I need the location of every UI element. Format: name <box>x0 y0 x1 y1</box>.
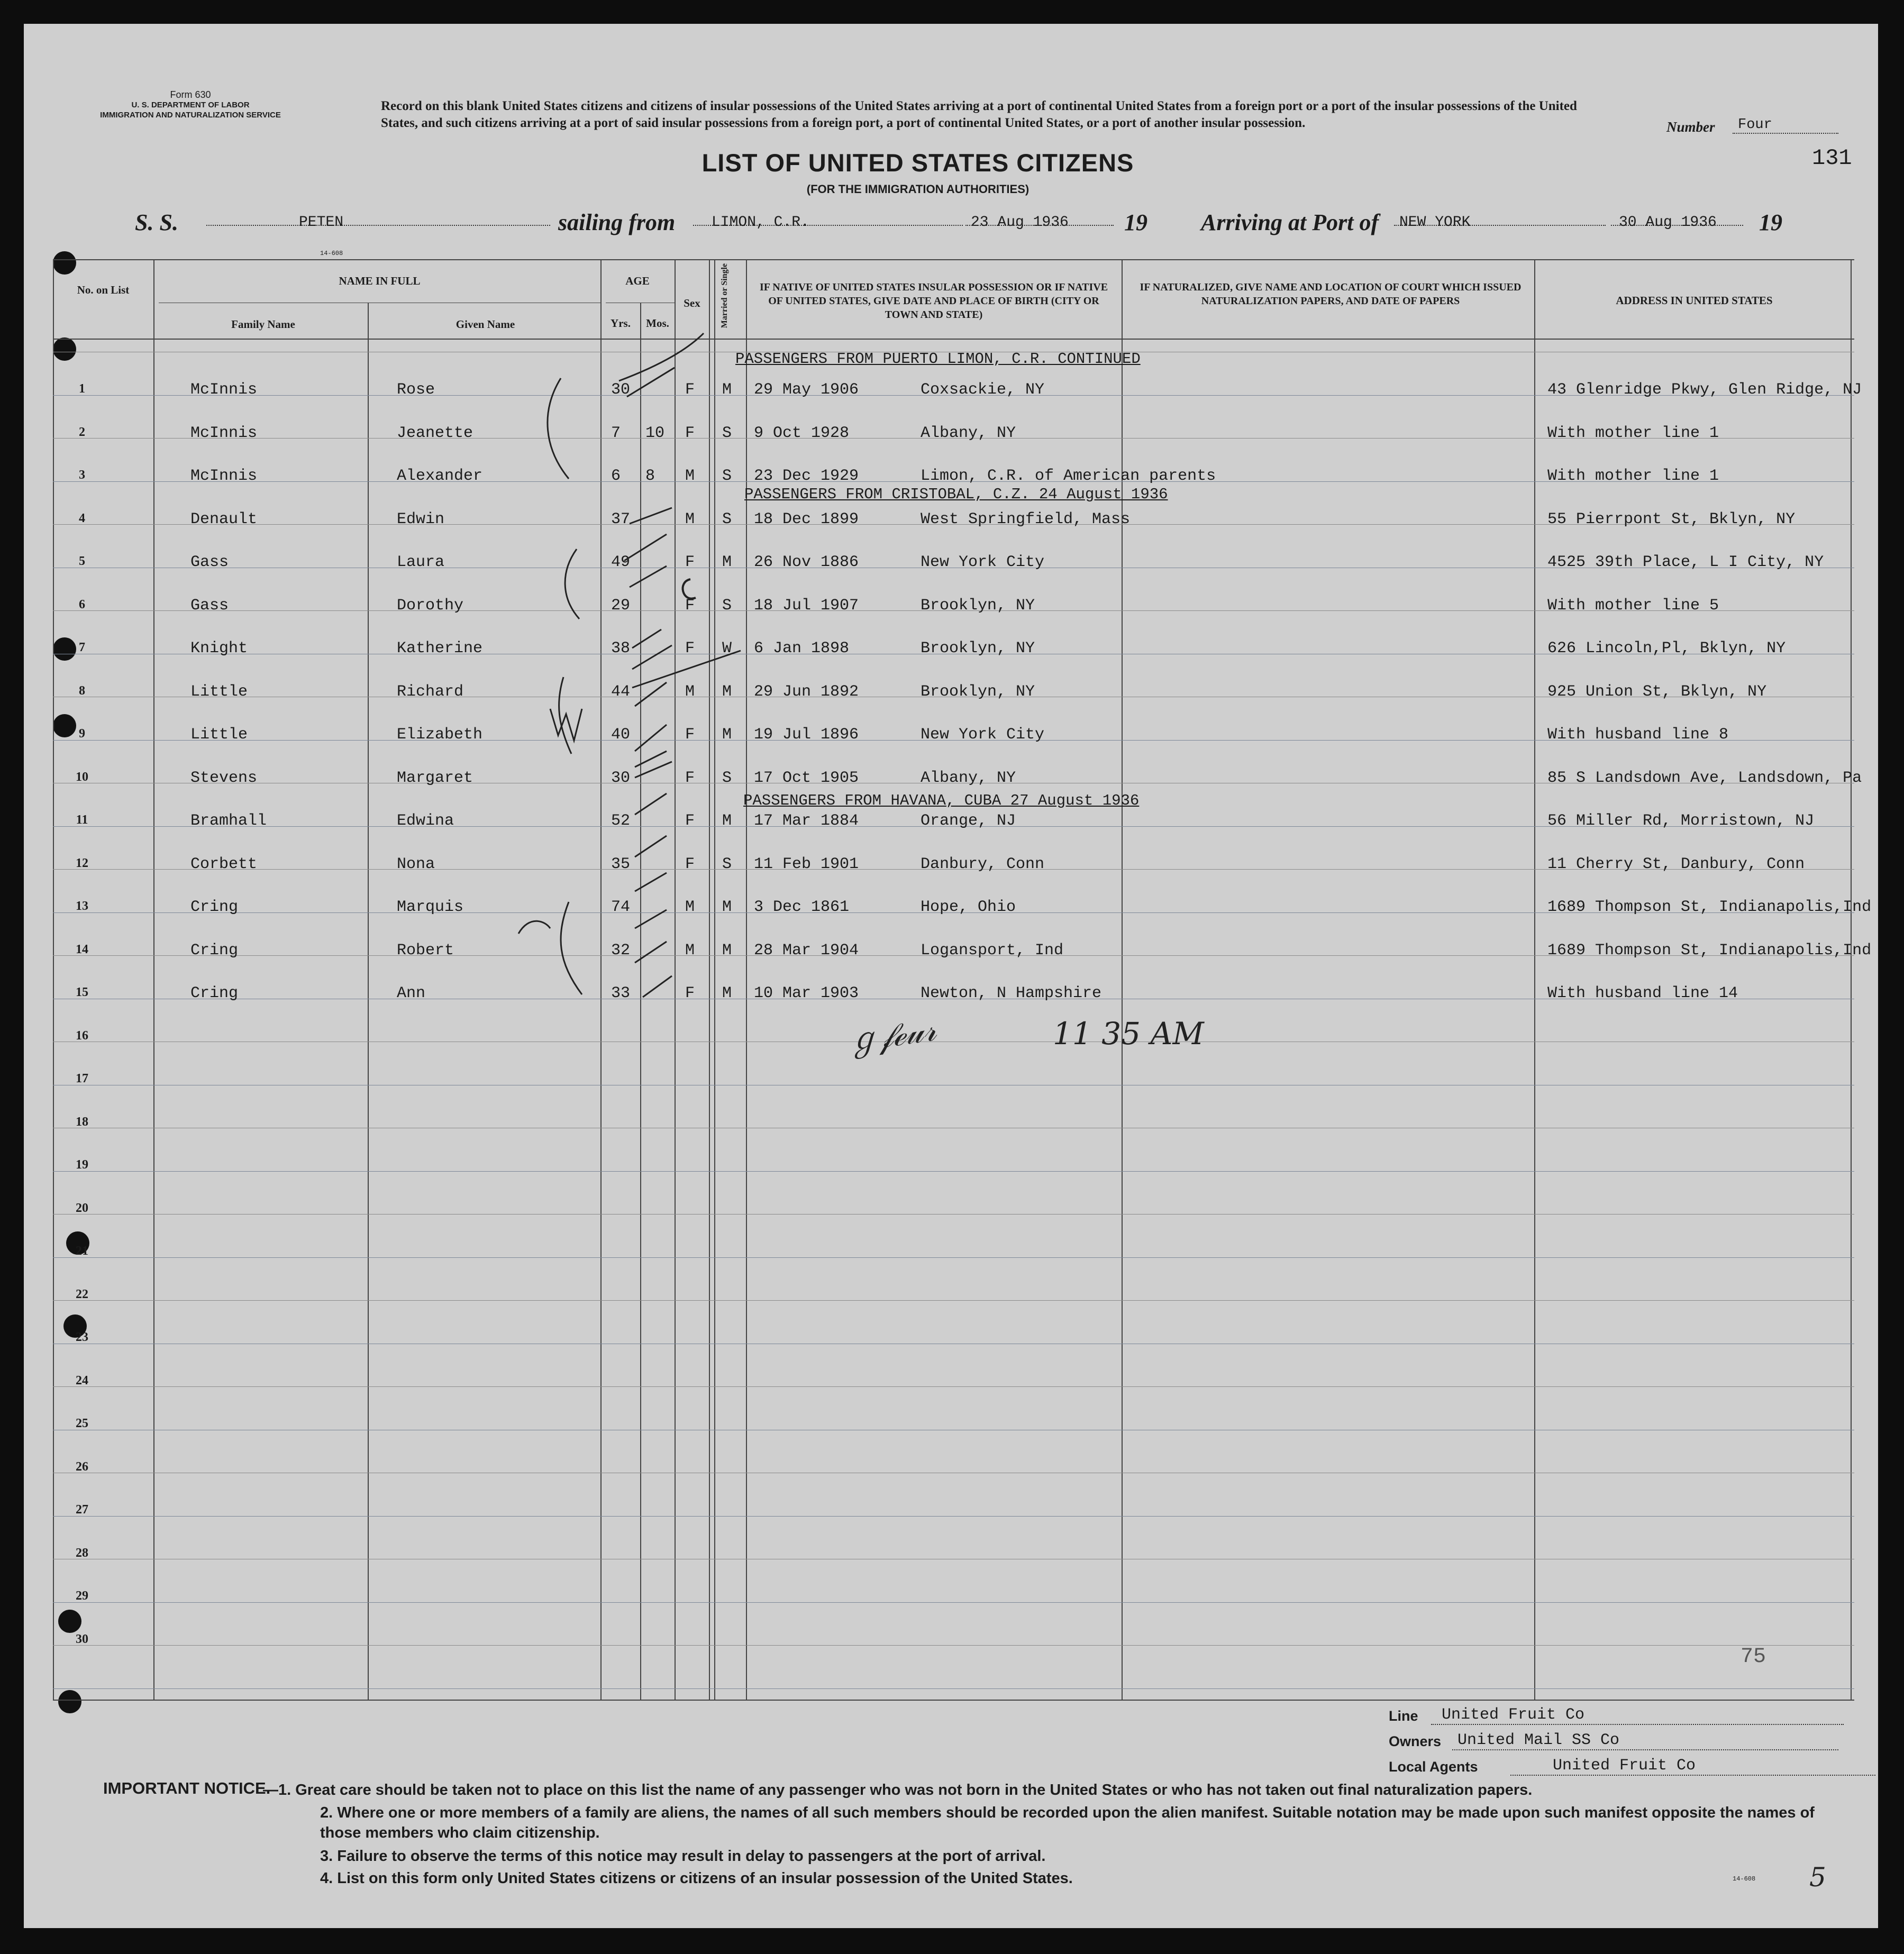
marital-status: M <box>722 553 732 571</box>
age-months: 8 <box>645 467 655 485</box>
notice-1: —1. Great care should be taken not to place on this list the name of any passenger who was not born in the United States or who has not taken out final naturalization papers. <box>263 1782 1533 1798</box>
family-name: Corbett <box>190 855 258 873</box>
service-name: IMMIGRATION AND NATURALIZATION SERVICE <box>100 111 281 120</box>
agents-label: Local Agents <box>1389 1759 1478 1775</box>
col-header-name: NAME IN FULL <box>339 275 421 287</box>
age-years: 74 <box>611 898 631 916</box>
row-number: 23 <box>76 1330 88 1344</box>
birth-place: Logansport, Ind <box>921 941 1064 960</box>
row-number: 17 <box>76 1072 88 1085</box>
letter-f-mark <box>683 579 696 599</box>
marital-status: S <box>722 467 732 485</box>
sex: F <box>685 855 695 873</box>
handwritten-time: 11 35 AM <box>1053 1016 1204 1052</box>
col-header-native: IF NATIVE OF UNITED STATES INSULAR POSSESSION OR IF NATIVE OF UNITED STATES, GIVE DATE AND PLACE OF BIRTH (CITY OR TOWN AND STATE) <box>759 281 1108 321</box>
age-years: 32 <box>611 941 631 960</box>
marital-status: M <box>722 381 732 399</box>
given-name: Dorothy <box>397 596 464 615</box>
age-years: 40 <box>611 726 631 744</box>
row-number: 22 <box>76 1287 88 1301</box>
row-number: 16 <box>76 1028 88 1043</box>
address: With mother line 1 <box>1547 467 1719 485</box>
address: 85 S Landsdown Ave, Landsdown, Pa <box>1547 769 1862 787</box>
given-name: Rose <box>397 381 435 399</box>
given-name: Margaret <box>397 769 473 787</box>
marital-status: W <box>722 640 732 658</box>
marital-status: M <box>722 726 732 744</box>
given-name: Edwin <box>397 510 445 528</box>
birth-date: 10 Mar 1903 <box>754 984 859 1002</box>
row-number: 29 <box>76 1589 88 1603</box>
notice-3: 3. Failure to observe the terms of this notice may result in delay to passengers at the port of arrival. <box>320 1848 1046 1865</box>
marital-status: S <box>722 424 732 442</box>
row-number: 21 <box>76 1244 88 1258</box>
bracket-stroke <box>548 378 569 479</box>
page-number: 131 <box>1812 145 1852 171</box>
birth-place: Orange, NJ <box>921 812 1016 830</box>
owners-value: United Mail SS Co <box>1452 1731 1838 1750</box>
print-code: 14-608 <box>320 250 343 257</box>
age-years: 38 <box>611 640 631 658</box>
birth-date: 18 Jul 1907 <box>754 596 859 615</box>
row-number: 14 <box>76 942 88 956</box>
address: 1689 Thompson St, Indianapolis,Ind <box>1547 941 1872 960</box>
age-years: 37 <box>611 510 631 528</box>
given-name: Ann <box>397 984 426 1002</box>
marital-status: S <box>722 769 732 787</box>
age-years: 44 <box>611 682 631 701</box>
row-number: 9 <box>79 727 85 741</box>
age-years: 30 <box>611 381 631 399</box>
birth-date: 3 Dec 1861 <box>754 898 850 916</box>
family-name: Little <box>190 726 248 744</box>
col-header-given: Given Name <box>455 318 515 331</box>
birth-place: Newton, N Hampshire <box>921 984 1102 1002</box>
row-number: 15 <box>76 985 88 999</box>
address: 626 Lincoln,Pl, Bklyn, NY <box>1547 640 1786 658</box>
given-name: Marquis <box>397 898 464 916</box>
sailing-from-port: LIMON, C.R. <box>712 214 809 231</box>
sex: F <box>685 812 695 830</box>
birth-place: Brooklyn, NY <box>921 640 1035 658</box>
birth-date: 28 Mar 1904 <box>754 941 859 960</box>
given-name: Alexander <box>397 467 483 485</box>
birth-place: Brooklyn, NY <box>921 596 1035 615</box>
address: With mother line 5 <box>1547 596 1719 615</box>
arrival-port: NEW YORK <box>1399 214 1471 231</box>
marital-status: M <box>722 984 732 1002</box>
check-stroke <box>635 793 667 815</box>
birth-date: 18 Dec 1899 <box>754 510 859 528</box>
arriving-label: Arriving at Port of <box>1201 209 1379 235</box>
initials-stroke <box>518 921 550 934</box>
col-header-yrs: Yrs. <box>611 317 631 330</box>
family-name: Bramhall <box>190 812 267 830</box>
given-name: Elizabeth <box>397 726 483 744</box>
given-name: Edwina <box>397 812 454 830</box>
sailing-date: 23 Aug 1936 <box>971 214 1069 231</box>
sex: F <box>685 596 695 615</box>
marital-status: M <box>722 898 732 916</box>
age-years: 7 <box>611 424 621 442</box>
family-name: McInnis <box>190 381 258 399</box>
birth-place: New York City <box>921 553 1045 571</box>
footer-handwritten-mark: 5 <box>1809 1862 1826 1893</box>
check-stroke <box>630 566 667 587</box>
check-stroke <box>632 645 672 669</box>
check-stroke <box>635 836 667 857</box>
address: 925 Union St, Bklyn, NY <box>1547 682 1767 701</box>
row-number: 5 <box>79 554 85 568</box>
check-stroke <box>635 751 667 767</box>
address: 55 Pierrpont St, Bklyn, NY <box>1547 510 1796 528</box>
row-number: 18 <box>76 1115 88 1129</box>
row-number: 3 <box>79 468 85 482</box>
family-name: Gass <box>190 553 229 571</box>
age-years: 33 <box>611 984 631 1002</box>
row-number: 28 <box>76 1546 88 1560</box>
address: With husband line 8 <box>1547 726 1729 744</box>
address: With husband line 14 <box>1547 984 1738 1002</box>
row-number: 30 <box>76 1632 88 1646</box>
given-name: Robert <box>397 941 454 960</box>
birth-place: Coxsackie, NY <box>921 381 1045 399</box>
given-name: Richard <box>397 682 464 701</box>
line-label: Line <box>1389 1708 1418 1724</box>
sex: M <box>685 898 695 916</box>
check-stroke <box>635 725 667 751</box>
birth-date: 11 Feb 1901 <box>754 855 859 873</box>
check-stroke <box>635 942 667 963</box>
number-value: Four <box>1733 117 1838 134</box>
row-number: 8 <box>79 683 85 698</box>
birth-date: 17 Oct 1905 <box>754 769 859 787</box>
line-value: United Fruit Co <box>1431 1706 1844 1725</box>
sex: M <box>685 467 695 485</box>
row-number: 1 <box>79 382 85 396</box>
sex: F <box>685 381 695 399</box>
birth-place: New York City <box>921 726 1045 744</box>
row-number: 4 <box>79 511 85 525</box>
form-instructions: Record on this blank United States citizens and citizens of insular possessions of the United States arriving at a port of continental United States from a foreign port or a port of the insular possessions of the United States, and such citizens arriving at a port of said insular possessions from a foreign port, a port of continental United States, or a port of another insular possession. <box>381 99 1577 130</box>
family-name: McInnis <box>190 467 258 485</box>
col-header-family: Family Name <box>231 318 295 331</box>
marital-status: M <box>722 812 732 830</box>
birth-date: 26 Nov 1886 <box>754 553 859 571</box>
given-name: Jeanette <box>397 424 473 442</box>
birth-date: 29 May 1906 <box>754 381 859 399</box>
arrival-date: 30 Aug 1936 <box>1619 214 1717 231</box>
sex: M <box>685 682 695 701</box>
page-title: LIST OF UNITED STATES CITIZENS <box>702 149 1134 177</box>
tally-number: 75 <box>1741 1645 1766 1669</box>
col-header-mos: Mos. <box>646 317 669 330</box>
arrival-year-label: 19 <box>1759 209 1782 235</box>
age-years: 6 <box>611 467 621 485</box>
col-header-address: ADDRESS IN UNITED STATES <box>1616 294 1773 307</box>
check-stroke <box>624 534 667 561</box>
row-number: 7 <box>79 641 85 654</box>
col-header-naturalized: IF NATURALIZED, GIVE NAME AND LOCATION OF COURT WHICH ISSUED NATURALIZATION PAPERS, AND DATE OF PAPERS <box>1140 281 1522 307</box>
age-years: 52 <box>611 812 631 830</box>
sex: F <box>685 640 695 658</box>
row-number: 10 <box>76 770 88 784</box>
address: 11 Cherry St, Danbury, Conn <box>1547 855 1805 873</box>
family-name: Little <box>190 682 248 701</box>
birth-date: 29 Jun 1892 <box>754 682 859 701</box>
row-number: 20 <box>76 1201 88 1215</box>
check-stroke <box>630 508 672 524</box>
family-name: Gass <box>190 596 229 615</box>
family-name: Knight <box>190 640 248 658</box>
ship-field-line <box>206 225 550 226</box>
row-number: 26 <box>76 1459 88 1474</box>
form-number: Form 630 <box>170 89 211 100</box>
birth-date: 23 Dec 1929 <box>754 467 859 485</box>
notice-2: 2. Where one or more members of a family are aliens, the names of all such members should be recorded upon the alien manifest. Suitable notation may be made upon such manifest opposite the names of those members who claim citizenship. <box>320 1804 1815 1841</box>
row-number: 25 <box>76 1417 88 1430</box>
bracket-stroke <box>561 902 582 994</box>
col-header-sex: Sex <box>684 297 700 309</box>
age-years: 35 <box>611 855 631 873</box>
row-number: 24 <box>76 1373 88 1387</box>
sailing-year-label: 19 <box>1124 209 1147 235</box>
check-stroke <box>619 333 704 381</box>
row-number: 6 <box>79 597 85 611</box>
given-name: Laura <box>397 553 445 571</box>
birth-date: 17 Mar 1884 <box>754 812 859 830</box>
age-years: 30 <box>611 769 631 787</box>
letter-w-mark <box>550 709 582 741</box>
sex: F <box>685 984 695 1002</box>
col-header-no: No. on List <box>77 284 130 296</box>
bracket-stroke <box>565 549 579 619</box>
handwritten-checkmarks <box>53 259 1854 1701</box>
birth-date: 6 Jan 1898 <box>754 640 850 658</box>
check-stroke <box>632 651 741 688</box>
birth-place: Danbury, Conn <box>921 855 1045 873</box>
given-name: Nona <box>397 855 435 873</box>
address: With mother line 1 <box>1547 424 1719 442</box>
birth-date: 9 Oct 1928 <box>754 424 850 442</box>
check-stroke <box>643 976 672 997</box>
row-number: 11 <box>76 813 88 827</box>
check-stroke <box>635 910 667 928</box>
date-field-line <box>965 225 1114 226</box>
marital-status: S <box>722 855 732 873</box>
address: 4525 39th Place, L I City, NY <box>1547 553 1824 571</box>
marital-status: S <box>722 510 732 528</box>
marital-status: M <box>722 941 732 960</box>
passenger-table <box>53 259 1872 1701</box>
bottom-print-code: 14-608 <box>1733 1875 1756 1883</box>
ship-name: PETEN <box>299 214 344 231</box>
age-years: 29 <box>611 596 631 615</box>
department-name: U. S. DEPARTMENT OF LABOR <box>131 101 250 109</box>
section-header: PASSENGERS FROM HAVANA, CUBA 27 August 1936 <box>743 792 1140 809</box>
birth-place: West Springfield, Mass <box>921 510 1131 528</box>
col-header-age: AGE <box>625 275 650 287</box>
notice-4: 4. List on this form only United States citizens or citizens of an insular possession of the United States. <box>320 1870 1073 1887</box>
check-stroke <box>627 368 675 397</box>
inspector-signature: ℊ𝒻ℯ𝓊𝓇 <box>844 1011 939 1061</box>
birth-place: Albany, NY <box>921 769 1016 787</box>
birth-date: 19 Jul 1896 <box>754 726 859 744</box>
row-number: 27 <box>76 1503 88 1517</box>
family-name: Cring <box>190 984 239 1002</box>
birth-place: Limon, C.R. of American parents <box>921 467 1216 485</box>
birth-place: Hope, Ohio <box>921 898 1016 916</box>
birth-place: Albany, NY <box>921 424 1016 442</box>
sailing-from-label: sailing from <box>558 209 676 235</box>
number-label: Number <box>1666 119 1715 135</box>
row-number: 12 <box>76 856 88 870</box>
sex: F <box>685 553 695 571</box>
ss-label: S. S. <box>135 209 178 235</box>
sex: M <box>685 510 695 528</box>
owners-label: Owners <box>1389 1733 1442 1749</box>
family-name: Cring <box>190 898 239 916</box>
age-months: 10 <box>645 424 665 442</box>
family-name: Denault <box>190 510 258 528</box>
check-stroke <box>632 629 661 648</box>
family-name: Stevens <box>190 769 258 787</box>
section-header: PASSENGERS FROM PUERTO LIMON, C.R. CONTINUED <box>735 350 1141 368</box>
address: 43 Glenridge Pkwy, Glen Ridge, NJ <box>1547 381 1862 399</box>
address: 56 Miller Rd, Morristown, NJ <box>1547 812 1815 830</box>
address: 1689 Thompson St, Indianapolis,Ind <box>1547 898 1872 916</box>
notice-label: IMPORTANT NOTICE. <box>103 1779 271 1797</box>
marital-status: S <box>722 596 732 615</box>
col-header-married: Married or Single <box>720 263 729 328</box>
marital-status: M <box>722 682 732 701</box>
sex: M <box>685 941 695 960</box>
row-number: 13 <box>76 899 88 913</box>
section-header: PASSENGERS FROM CRISTOBAL, C.Z. 24 August 1936 <box>744 486 1168 503</box>
given-name: Katherine <box>397 640 483 658</box>
manifest-page <box>24 24 1878 1928</box>
sex: F <box>685 424 695 442</box>
sex: F <box>685 726 695 744</box>
family-name: Cring <box>190 941 239 960</box>
row-number: 2 <box>79 425 85 439</box>
page-subtitle: (FOR THE IMMIGRATION AUTHORITIES) <box>806 182 1030 196</box>
birth-place: Brooklyn, NY <box>921 682 1035 701</box>
family-name: McInnis <box>190 424 258 442</box>
row-number: 19 <box>76 1158 88 1172</box>
age-years: 49 <box>611 553 631 571</box>
check-stroke <box>635 873 667 891</box>
sex: F <box>685 769 695 787</box>
form-identifier <box>95 90 286 120</box>
agents-value: United Fruit Co <box>1510 1757 1875 1776</box>
